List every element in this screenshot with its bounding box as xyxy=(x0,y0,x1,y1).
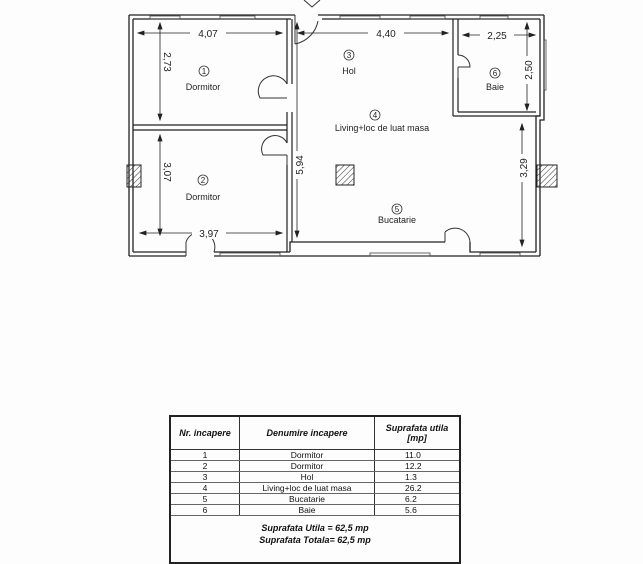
cell-nr: 2 xyxy=(170,461,240,472)
chimney-left xyxy=(127,165,141,187)
dim-dormitor1-width: 4,07 xyxy=(198,29,218,40)
outer-walls xyxy=(129,15,544,256)
pillar xyxy=(336,165,354,185)
room-3 xyxy=(342,50,356,76)
table-row xyxy=(170,461,460,472)
room-label-living: Living+loc de luat masa xyxy=(334,123,430,133)
entrance-marker xyxy=(304,0,320,7)
cell-area: 12.2 xyxy=(375,461,461,472)
dim-baie-width: 2,25 xyxy=(487,31,507,42)
cell-name: Dormitor xyxy=(240,461,375,472)
dim-dormitor2-height: 3,07 xyxy=(161,162,172,182)
room-label-baie: Baie xyxy=(485,82,505,92)
dim-dormitor2-width: 3,97 xyxy=(199,229,219,240)
header-area: Suprafata utila [mp] xyxy=(375,416,461,450)
door-bucatarie-exit xyxy=(445,228,470,242)
entrance-door xyxy=(295,15,318,44)
doors xyxy=(186,15,470,256)
cell-area: 5.6 xyxy=(375,505,461,516)
cell-nr: 4 xyxy=(170,483,240,494)
svg-text:4: 4 xyxy=(372,111,378,120)
total-utila: Suprafata Utila = 62,5 mp xyxy=(261,523,369,533)
room-label-bucatarie: Bucatarie xyxy=(377,215,417,225)
room-label-dormitor1: Dormitor xyxy=(185,82,221,92)
door-dormitor1 xyxy=(258,76,287,98)
totals-row xyxy=(170,516,460,564)
dimension-lines xyxy=(138,23,535,246)
room-1 xyxy=(186,66,221,92)
dim-hol-width: 4,40 xyxy=(376,29,396,40)
totals-cell xyxy=(170,516,460,564)
room-5 xyxy=(378,204,416,225)
cell-name: Baie xyxy=(240,505,375,516)
door-dormitor2 xyxy=(262,136,287,165)
chimney-right xyxy=(537,165,557,187)
cell-area: 1.3 xyxy=(375,472,461,483)
cell-nr: 5 xyxy=(170,494,240,505)
room-4 xyxy=(335,110,429,133)
cell-name: Hol xyxy=(240,472,375,483)
door-baie xyxy=(458,55,470,78)
dim-dormitor1-height: 2,73 xyxy=(161,52,172,72)
cell-nr: 1 xyxy=(170,450,240,461)
table-row xyxy=(170,494,460,505)
svg-text:2: 2 xyxy=(200,176,206,185)
interior-walls xyxy=(133,19,540,252)
total-totala: Suprafata Totala= 62,5 mp xyxy=(259,535,371,545)
cell-name: Living+loc de luat masa xyxy=(240,483,375,494)
room-6 xyxy=(486,68,504,92)
cell-nr: 6 xyxy=(170,505,240,516)
table-row xyxy=(170,472,460,483)
dim-bucatarie-height: 3,29 xyxy=(519,158,530,178)
cell-area: 11.0 xyxy=(375,450,461,461)
svg-text:5: 5 xyxy=(394,205,400,214)
table-row xyxy=(170,450,460,461)
room-2 xyxy=(186,175,221,202)
cell-name: Bucatarie xyxy=(240,494,375,505)
svg-text:3: 3 xyxy=(346,51,352,60)
cell-area: 26.2 xyxy=(375,483,461,494)
header-name: Denumire incapere xyxy=(240,416,375,450)
table-row xyxy=(170,483,460,494)
dim-baie-height: 2,50 xyxy=(524,60,535,80)
cell-area: 6.2 xyxy=(375,494,461,505)
room-area-table xyxy=(169,415,461,564)
svg-text:6: 6 xyxy=(492,69,498,78)
header-nr: Nr. incapere xyxy=(170,416,240,450)
table-header-row xyxy=(170,416,460,450)
svg-text:1: 1 xyxy=(201,67,207,76)
cell-name: Dormitor xyxy=(240,450,375,461)
dim-living-height: 5,94 xyxy=(295,155,306,175)
room-label-dormitor2: Dormitor xyxy=(185,192,221,202)
cell-nr: 3 xyxy=(170,472,240,483)
table-row xyxy=(170,505,460,516)
room-label-hol: Hol xyxy=(342,66,356,76)
